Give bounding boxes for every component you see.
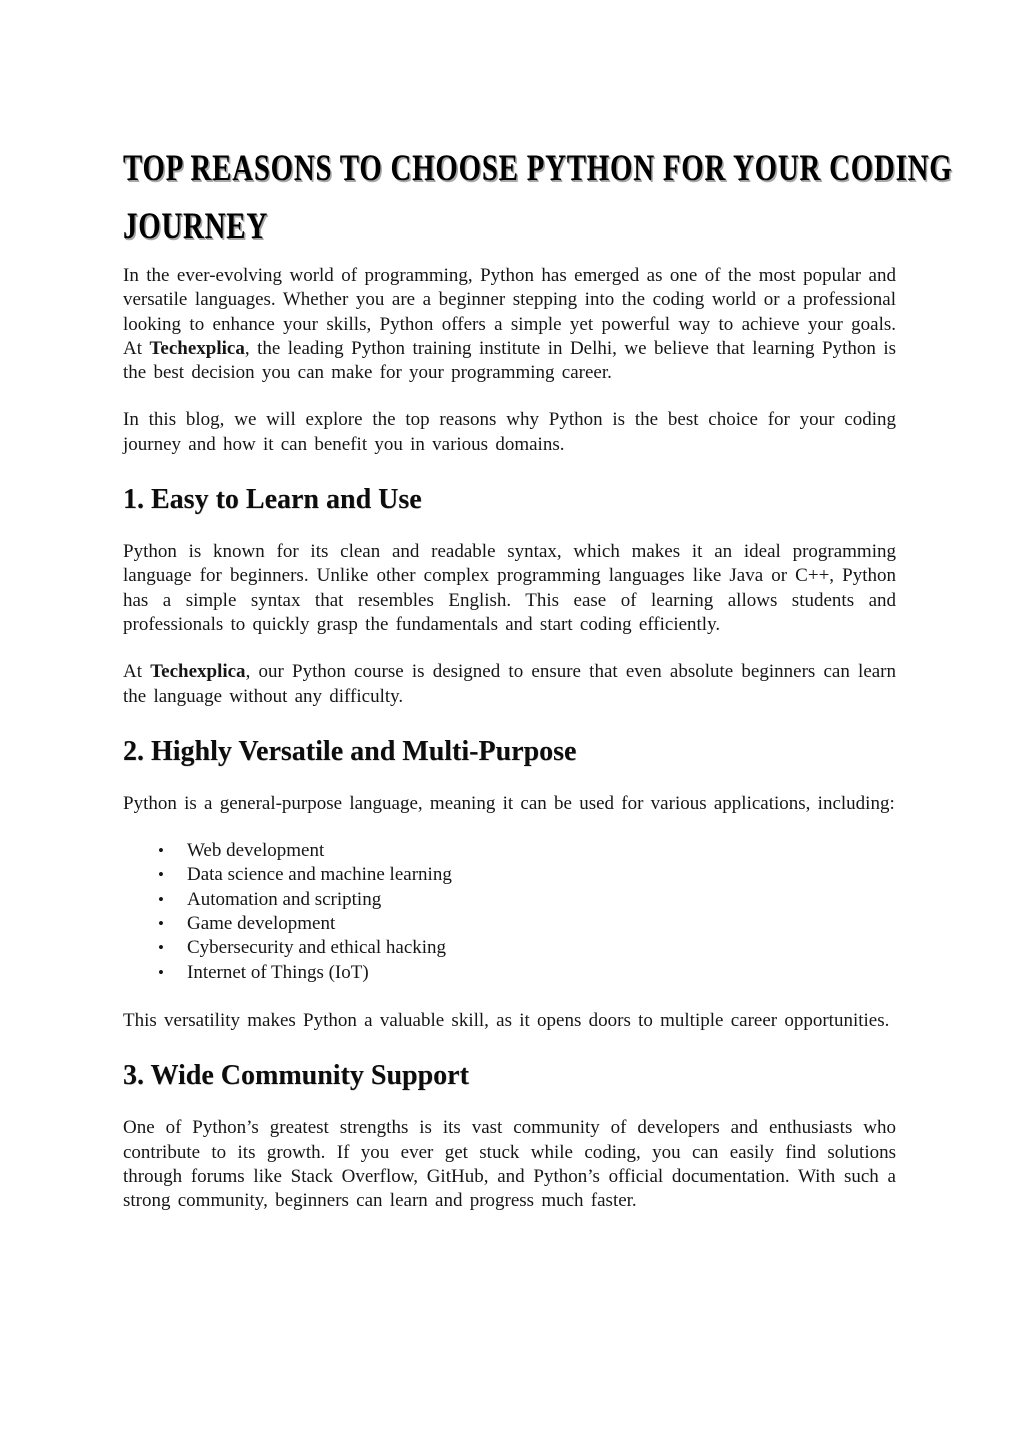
intro-paragraph-1-text-after: , the leading Python training institute in Delhi, we believe that learning Python is the best decision you can make for your programming career.: [123, 337, 897, 384]
bullet-icon: •: [158, 962, 164, 982]
section2-paragraph-2: This versatility makes Python a valuable skill, as it opens doors to multiple career opportunities.: [123, 1009, 890, 1031]
section-heading-easy-to-learn: 1. Easy to Learn and Use: [123, 484, 422, 516]
section1-paragraph-1: Python is known for its clean and readable syntax, which makes it an ideal programming language for beginners. Unlike other complex programming languages like Java or C++, Python has a simple syntax that resembles English. This ease of learning allows students and professionals to quickly grasp the fundamentals and start coding efficiently.: [123, 541, 896, 635]
section1-paragraph-2-text: At: [123, 661, 151, 683]
brand-name-techexplica: Techexplica: [149, 337, 245, 359]
bullet-icon: •: [158, 841, 164, 861]
list-item-label: Cybersecurity and ethical hacking: [187, 937, 447, 959]
brand-name-techexplica: Techexplica: [150, 661, 246, 683]
section-heading-versatile: 2. Highly Versatile and Multi-Purpose: [123, 735, 577, 767]
section-heading-community: 3. Wide Community Support: [123, 1060, 469, 1092]
list-item: [123, 961, 896, 985]
applications-bullet-list: [123, 839, 896, 985]
list-item-label: Data science and machine learning: [187, 864, 452, 886]
list-item: [123, 888, 896, 912]
list-item-label: Internet of Things (IoT): [187, 961, 369, 983]
list-item: [123, 863, 896, 887]
intro-paragraph-1: [123, 264, 896, 385]
section1-paragraph-2: [123, 660, 896, 709]
list-item-label: Game development: [187, 913, 336, 935]
intro-paragraph-1-text: In the ever-evolving world of programming, Python has emerged as one of the most popular and versatile languages. Whether you are a beginner stepping into the coding world or a professional looking to enhance your skills, Python offers a simple yet powerful way to achieve your goals. At: [123, 265, 896, 359]
section2-paragraph-1: Python is a general-purpose language, meaning it can be used for various applications, including:: [123, 792, 895, 814]
bullet-icon: •: [158, 914, 164, 934]
list-item-label: Automation and scripting: [187, 888, 382, 910]
document-title: [123, 140, 953, 256]
document-title-line-2: JOURNEY: [123, 206, 268, 247]
list-item-label: Web development: [187, 840, 325, 862]
list-item: [123, 936, 896, 960]
intro-paragraph-2: In this blog, we will explore the top reasons why Python is the best choice for your coding journey and how it can benefit you in various domains.: [123, 409, 896, 455]
bullet-icon: •: [158, 889, 164, 909]
section3-paragraph-1: One of Python’s greatest strengths is its vast community of developers and enthusiasts who contribute to its growth. If you ever get stuck while coding, you can easily find solutions through forums like Stack Overflow, GitHub, and Python’s official documentation. With such a strong community, beginners can learn and progress much faster.: [123, 1117, 896, 1212]
section1-paragraph-2-text-after: , our Python course is designed to ensure that even absolute beginners can learn the language without any difficulty.: [123, 661, 897, 707]
list-item: [123, 912, 896, 936]
document-title-line-1: TOP REASONS TO CHOOSE PYTHON FOR YOUR CODING: [123, 148, 953, 189]
bullet-icon: •: [158, 865, 164, 885]
list-item: [123, 839, 896, 863]
bullet-icon: •: [158, 938, 164, 958]
